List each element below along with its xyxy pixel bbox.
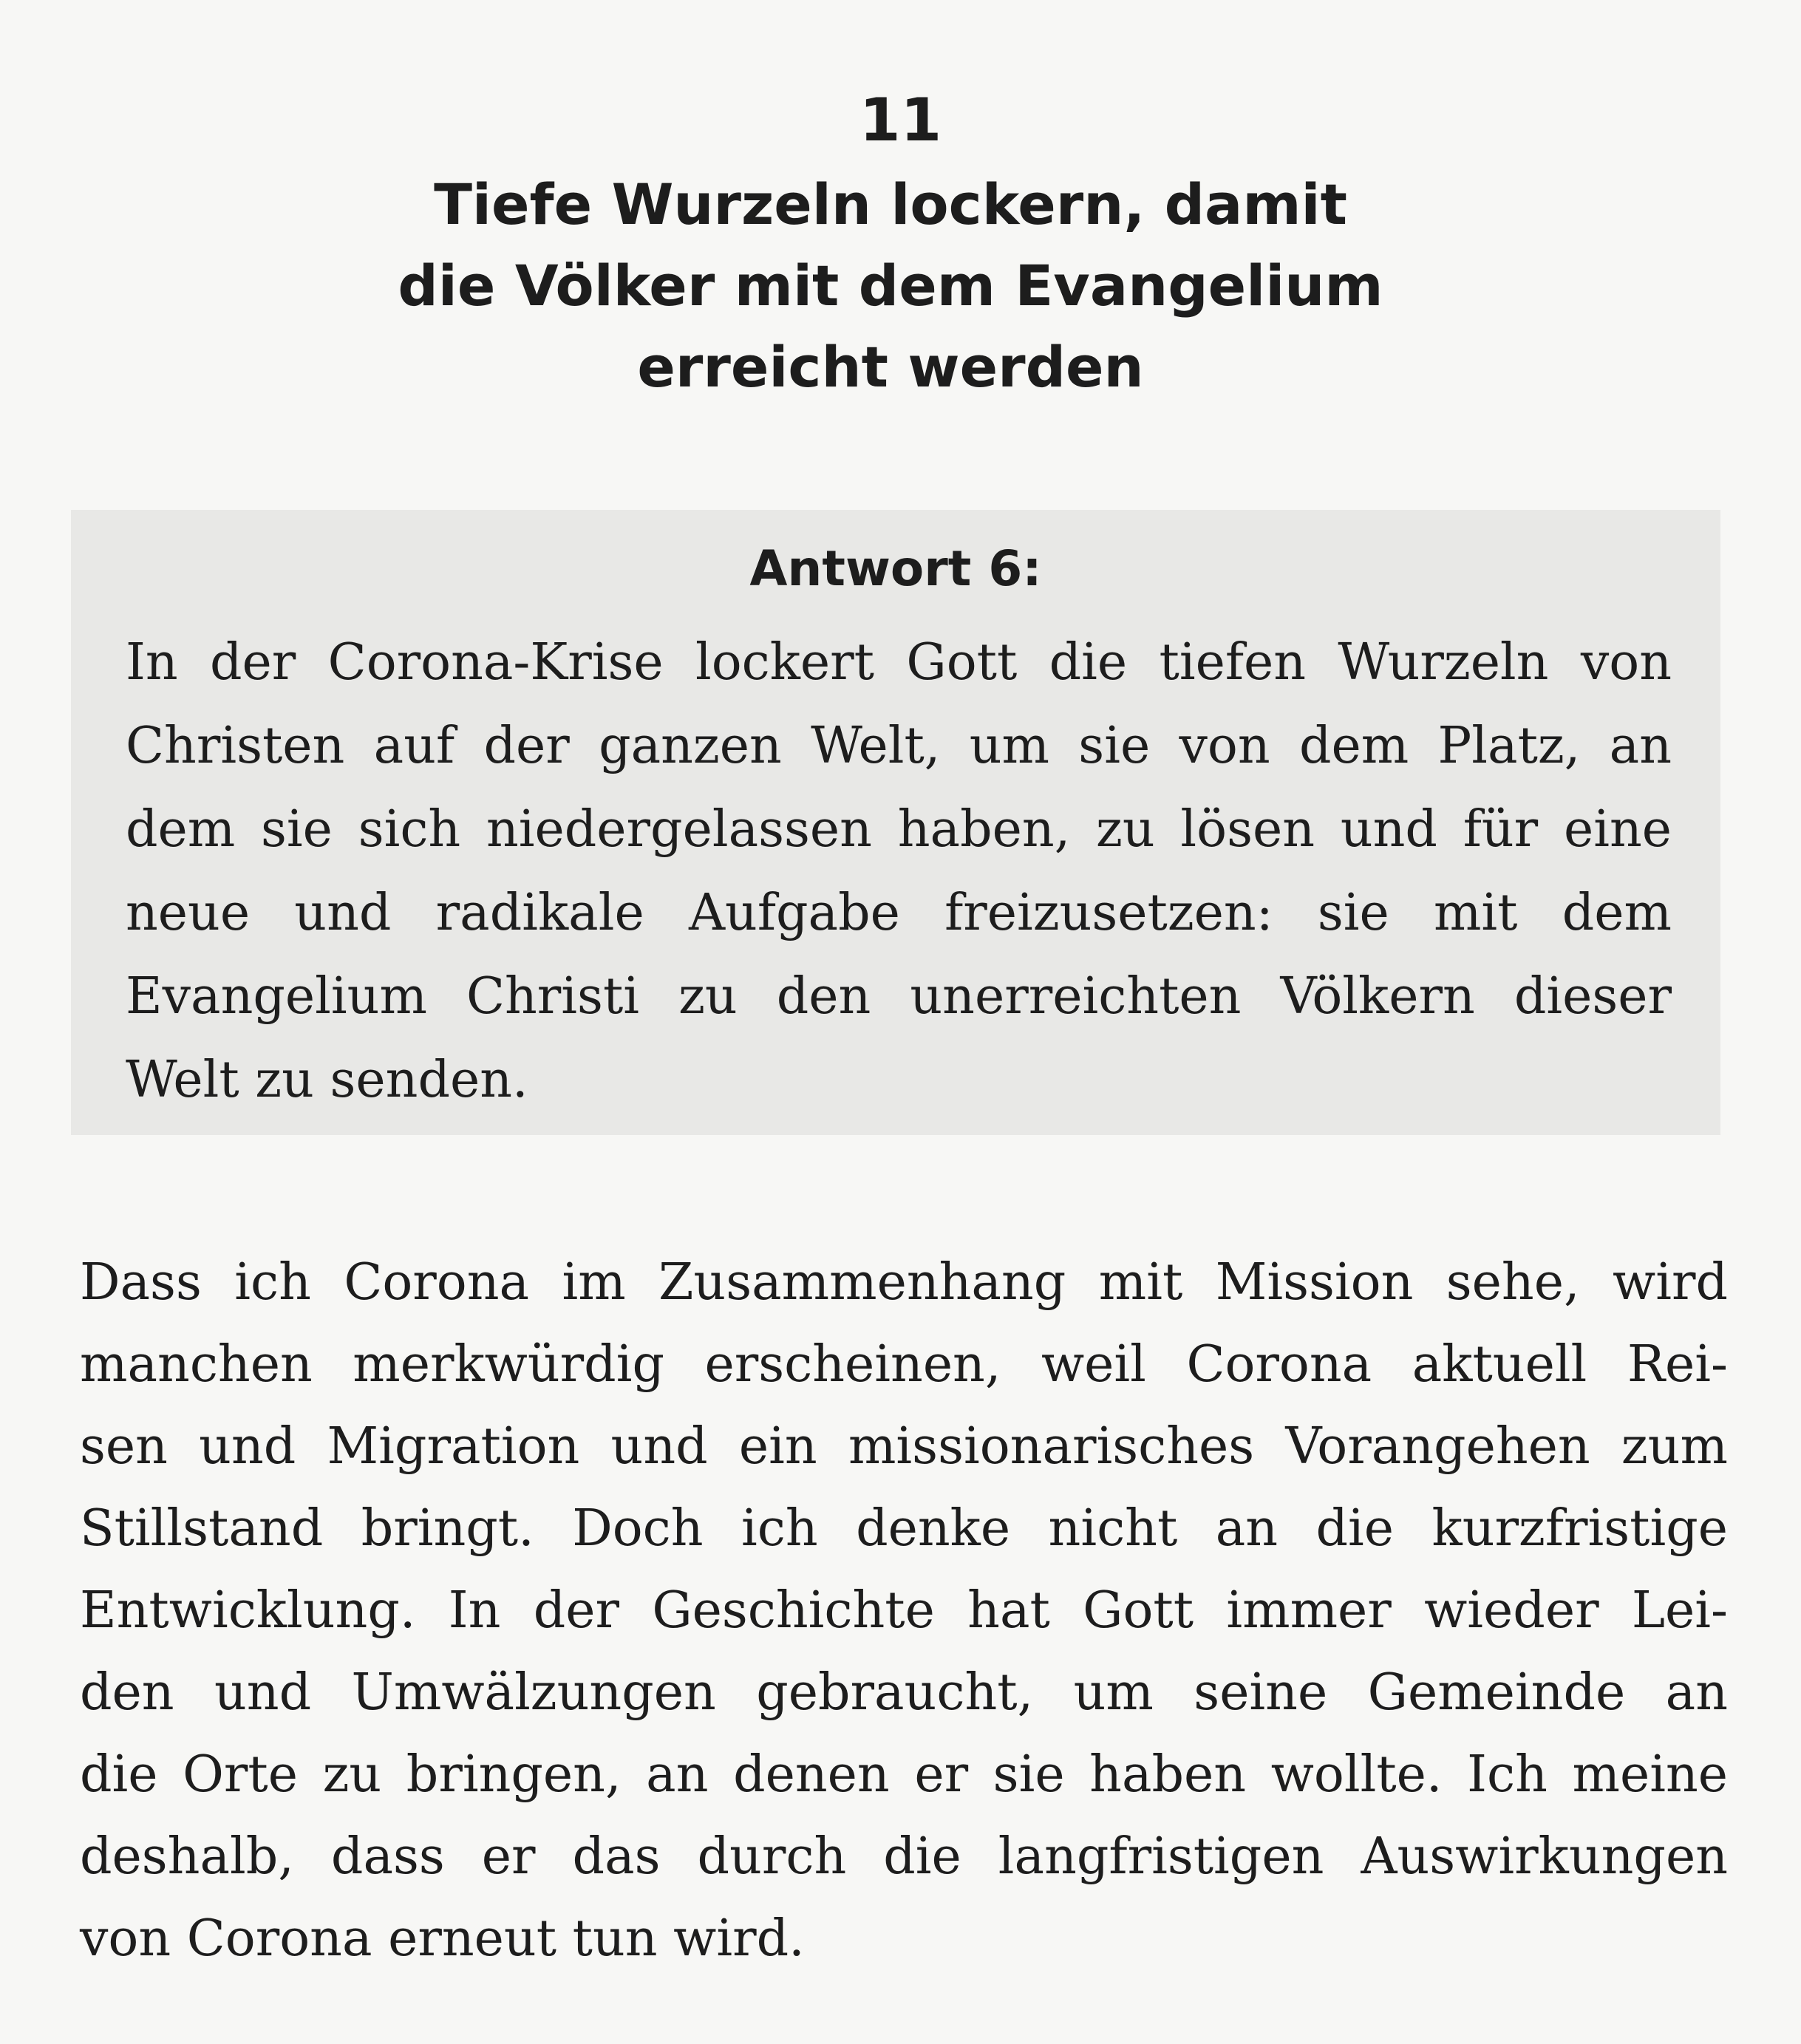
answer-line: Welt zu senden. [126,1051,528,1109]
body-line: Stillstand bringt. Doch ich denke nicht an die kurzfristige [80,1499,1728,1558]
body-line: Dass ich Corona im Zusammenhang mit Mission sehe, wird [80,1253,1728,1312]
chapter-title-line: die Völker mit dem Evangelium [398,253,1383,318]
chapter-title-line: erreicht werden [637,334,1144,400]
chapter-number: 11 [859,86,942,154]
answer-line: Christen auf der ganzen Welt, um sie von dem Platz, an [126,717,1672,775]
chapter-title [296,164,1485,408]
answer-box [71,510,1720,1135]
body-line: den und Umwälzungen gebraucht, um seine Gemeinde an [80,1663,1728,1722]
answer-line: dem sie sich niedergelassen haben, zu lösen und für eine [126,800,1672,859]
body-line: deshalb, dass er das durch die langfristigen Auswirkungen [80,1827,1728,1886]
answer-heading: Antwort 6: [749,540,1042,597]
answer-text [126,621,1672,1122]
answer-line: In der Corona-Krise lockert Gott die tiefen Wurzeln von [126,633,1672,692]
body-line: von Corona erneut tun wird. [80,1910,805,1968]
body-line: die Orte zu bringen, an denen er sie haben wollte. Ich meine [80,1745,1728,1804]
chapter-title-line: Tiefe Wurzeln lockern, damit [434,171,1347,237]
body-line: manchen merkwürdig erscheinen, weil Corona aktuell Rei- [80,1335,1728,1394]
answer-line: Evangelium Christi zu den unerreichten Völkern dieser [126,967,1672,1026]
answer-line: neue und radikale Aufgabe freizusetzen: sie mit dem [126,884,1672,942]
body-line: Entwicklung. In der Geschichte hat Gott immer wieder Lei- [80,1581,1728,1640]
body-line: sen und Migration und ein missionarisches Vorangehen zum [80,1417,1728,1476]
body-paragraph [80,1241,1728,1980]
